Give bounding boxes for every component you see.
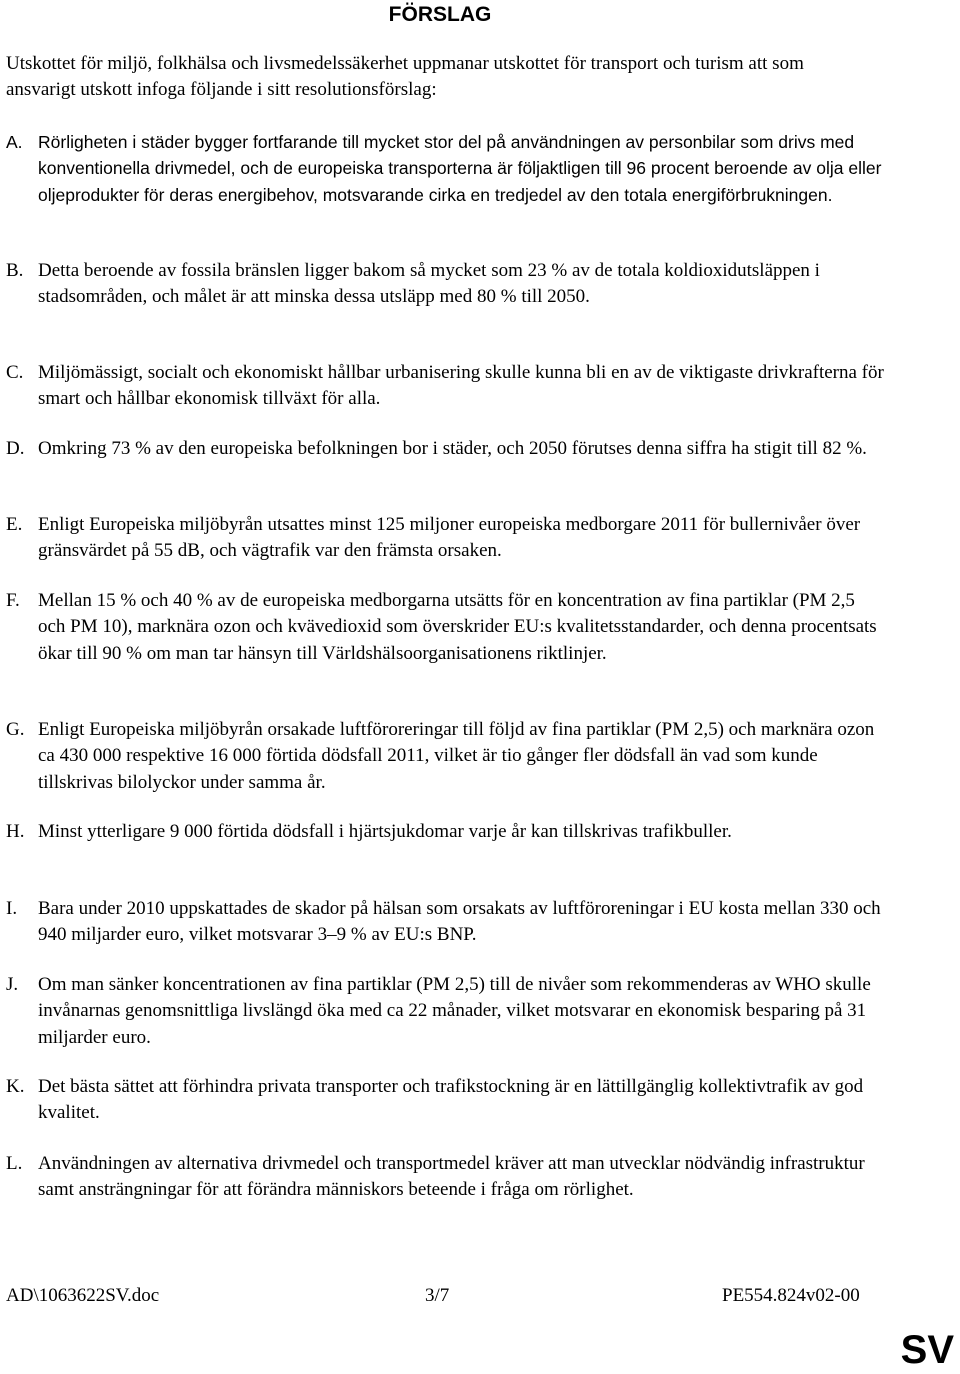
- recital-text: Rörligheten i städer bygger fortfarande till mycket stor del på användningen av personbilar som drivs med konventionella drivmedel, och de europeiska transporterna är följaktligen till 96 procent beroende av olja eller oljeprodukter för deras energibehov, motsvarande cirka en tredjedel av den totala energiförbrukningen.: [38, 132, 882, 205]
- footer-page-number: 3/7: [425, 1285, 450, 1306]
- recital-text: Om man sänker koncentrationen av fina partiklar (PM 2,5) till de nivåer som rekommenderas av WHO skulle invånarnas genomsnittliga livslängd öka med ca 22 månader, vilket motsvarar en ekonomisk besparing på 31 miljarder euro.: [38, 974, 871, 1048]
- intro-paragraph: Utskottet för miljö, folkhälsa och livsmedelssäkerhet uppmanar utskottet för transport och turism att som ansvarigt utskott infoga följande i sitt resolutionsförslag:: [6, 53, 804, 100]
- recital-h: [6, 819, 886, 845]
- recital-text: Minst ytterligare 9 000 förtida dödsfall i hjärtsjukdomar varje år kan tillskrivas trafikbuller.: [38, 821, 732, 842]
- recital-text: Enligt Europeiska miljöbyrån utsattes minst 125 miljoner europeiska medborgare 2011 för bullernivåer över gränsvärdet på 55 dB, och vägtrafik var den främsta orsaken.: [38, 514, 861, 562]
- language-code: SV: [900, 1328, 954, 1372]
- recital-label: C.: [6, 362, 24, 383]
- recital-text: Bara under 2010 uppskattades de skador på hälsan som orsakats av luftföroreningar i EU kosta mellan 330 och 940 miljarder euro, vilket motsvarar 3–9 % av EU:s BNP.: [38, 898, 881, 946]
- recital-label: D.: [6, 438, 25, 459]
- recital-label: A.: [6, 132, 23, 152]
- recital-text: Detta beroende av fossila bränslen ligger bakom så mycket som 23 % av de totala koldioxidutsläppen i stadsområden, och målet är att minska dessa utsläpp med 80 % till 2050.: [38, 260, 820, 308]
- recital-text: Miljömässigt, socialt och ekonomiskt hållbar urbanisering skulle kunna bli en av de viktigaste drivkrafterna för smart och hållbar ekonomisk tillväxt för alla.: [38, 362, 884, 410]
- recital-label: K.: [6, 1076, 25, 1097]
- footer-document-reference: AD\1063622SV.doc: [6, 1285, 160, 1306]
- recital-j: [6, 972, 886, 1051]
- footer-pe-reference: PE554.824v02-00: [722, 1285, 860, 1306]
- recital-label: J.: [6, 974, 19, 995]
- recital-l: [6, 1151, 886, 1204]
- recital-label: I.: [6, 898, 18, 919]
- recital-text: Enligt Europeiska miljöbyrån orsakade luftföroreringar till följd av fina partiklar (PM 2,5) och marknära ozon ca 430 000 respektive 16 000 förtida dödsfall 2011, vilket är tio gånger fler dödsfall än vad som kunde tillskrivas bilolyckor under samma år.: [38, 719, 875, 793]
- recital-d: [6, 436, 886, 462]
- recital-a: [6, 129, 886, 208]
- recital-label: H.: [6, 821, 25, 842]
- recital-b: [6, 258, 886, 311]
- recital-text: Mellan 15 % och 40 % av de europeiska medborgarna utsätts för en koncentration av fina partiklar (PM 2,5 och PM 10), marknära ozon och kvävedioxid som överskrider EU:s kvalitetsstandarder, och denna procentsats ökar till 90 % om man tar hänsyn till Världshälsoorganisationens riktlinjer.: [38, 590, 877, 664]
- recital-label: G.: [6, 719, 25, 740]
- recital-label: B.: [6, 260, 24, 281]
- recital-label: F.: [6, 590, 20, 611]
- recital-label: L.: [6, 1153, 23, 1174]
- recital-i: [6, 896, 886, 949]
- recital-g: [6, 717, 886, 796]
- recital-text: Det bästa sättet att förhindra privata transporter och trafikstockning är en lättillgänglig kollektivtrafik av god kvalitet.: [38, 1076, 864, 1124]
- recital-k: [6, 1074, 886, 1127]
- recital-f: [6, 588, 886, 667]
- recital-label: E.: [6, 514, 23, 535]
- recital-text: Användningen av alternativa drivmedel och transportmedel kräver att man utvecklar nödvändig infrastruktur samt ansträngningar för att förändra människors beteende i fråga om rörlighet.: [38, 1153, 865, 1201]
- recital-e: [6, 512, 886, 565]
- recital-text: Omkring 73 % av den europeiska befolkningen bor i städer, och 2050 förutses denna siffra ha stigit till 82 %.: [38, 438, 867, 459]
- recital-c: [6, 360, 886, 413]
- page-title: FÖRSLAG: [388, 3, 492, 26]
